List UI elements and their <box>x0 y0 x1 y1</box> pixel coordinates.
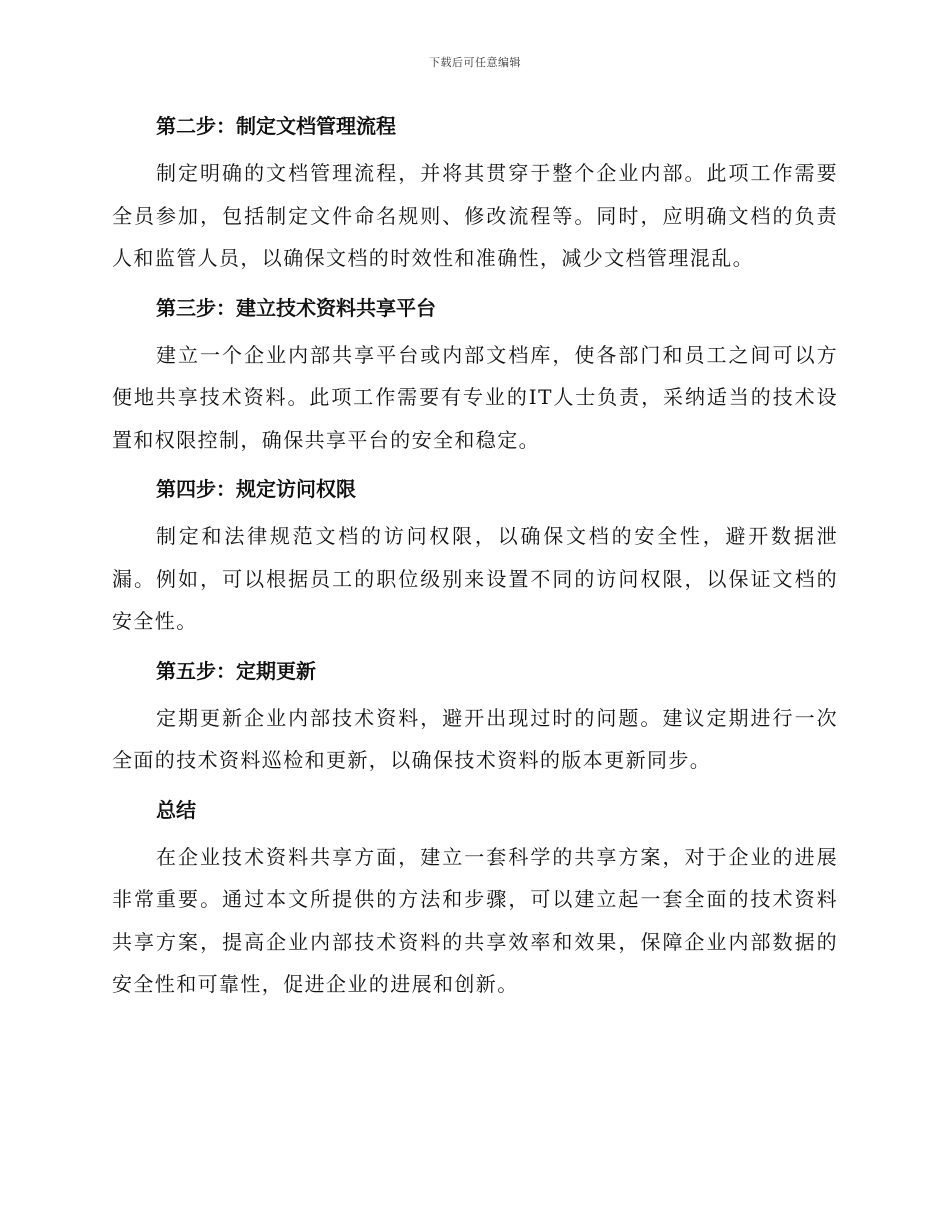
section-heading: 第三步：建立技术资料共享平台 <box>156 295 436 320</box>
section-heading: 第二步：制定文档管理流程 <box>156 114 396 138</box>
section-heading: 总结 <box>156 797 196 822</box>
section-step-5 <box>112 651 838 782</box>
section-heading: 第四步：规定访问权限 <box>156 477 356 501</box>
section-paragraph: 制定和法律规范文档的访问权限，以确保文档的安全性，避开数据泄漏。例如，可以根据员工的职位级别来设置不同的访问权限，以保证文档的安全性。 <box>112 524 838 633</box>
document-body <box>112 106 838 1014</box>
section-paragraph: 在企业技术资料共享方面，建立一套科学的共享方案，对于企业的进展非常重要。通过本文所提供的方法和步骤，可以建立起一套全面的技术资料共享方案，提高企业内部技术资料的共享效率和效果，保障企业内部数据的安全性和可靠性，促进企业的进展和创新。 <box>112 844 838 996</box>
section-paragraph: 建立一个企业内部共享平台或内部文档库，使各部门和员工之间可以方便地共享技术资料。此项工作需要有专业的IT人士负责，采纳适当的技术设置和权限控制，确保共享平台的安全和稳定。 <box>112 342 838 452</box>
section-paragraph: 制定明确的文档管理流程，并将其贯穿于整个企业内部。此项工作需要全员参加，包括制定文件命名规则、修改流程等。同时，应明确文档的负责人和监管人员，以确保文档的时效性和准确性，减少文档管理混乱。 <box>112 161 838 270</box>
section-step-4 <box>112 469 838 643</box>
page-header-note: 下载后可任意编辑 <box>429 56 521 69</box>
section-heading: 第五步：定期更新 <box>156 658 316 683</box>
section-step-3 <box>112 288 838 462</box>
section-summary <box>112 790 838 1006</box>
section-step-2 <box>112 106 838 280</box>
section-paragraph: 定期更新企业内部技术资料，避开出现过时的问题。建议定期进行一次全面的技术资料巡检和更新，以确保技术资料的版本更新同步。 <box>112 705 838 772</box>
